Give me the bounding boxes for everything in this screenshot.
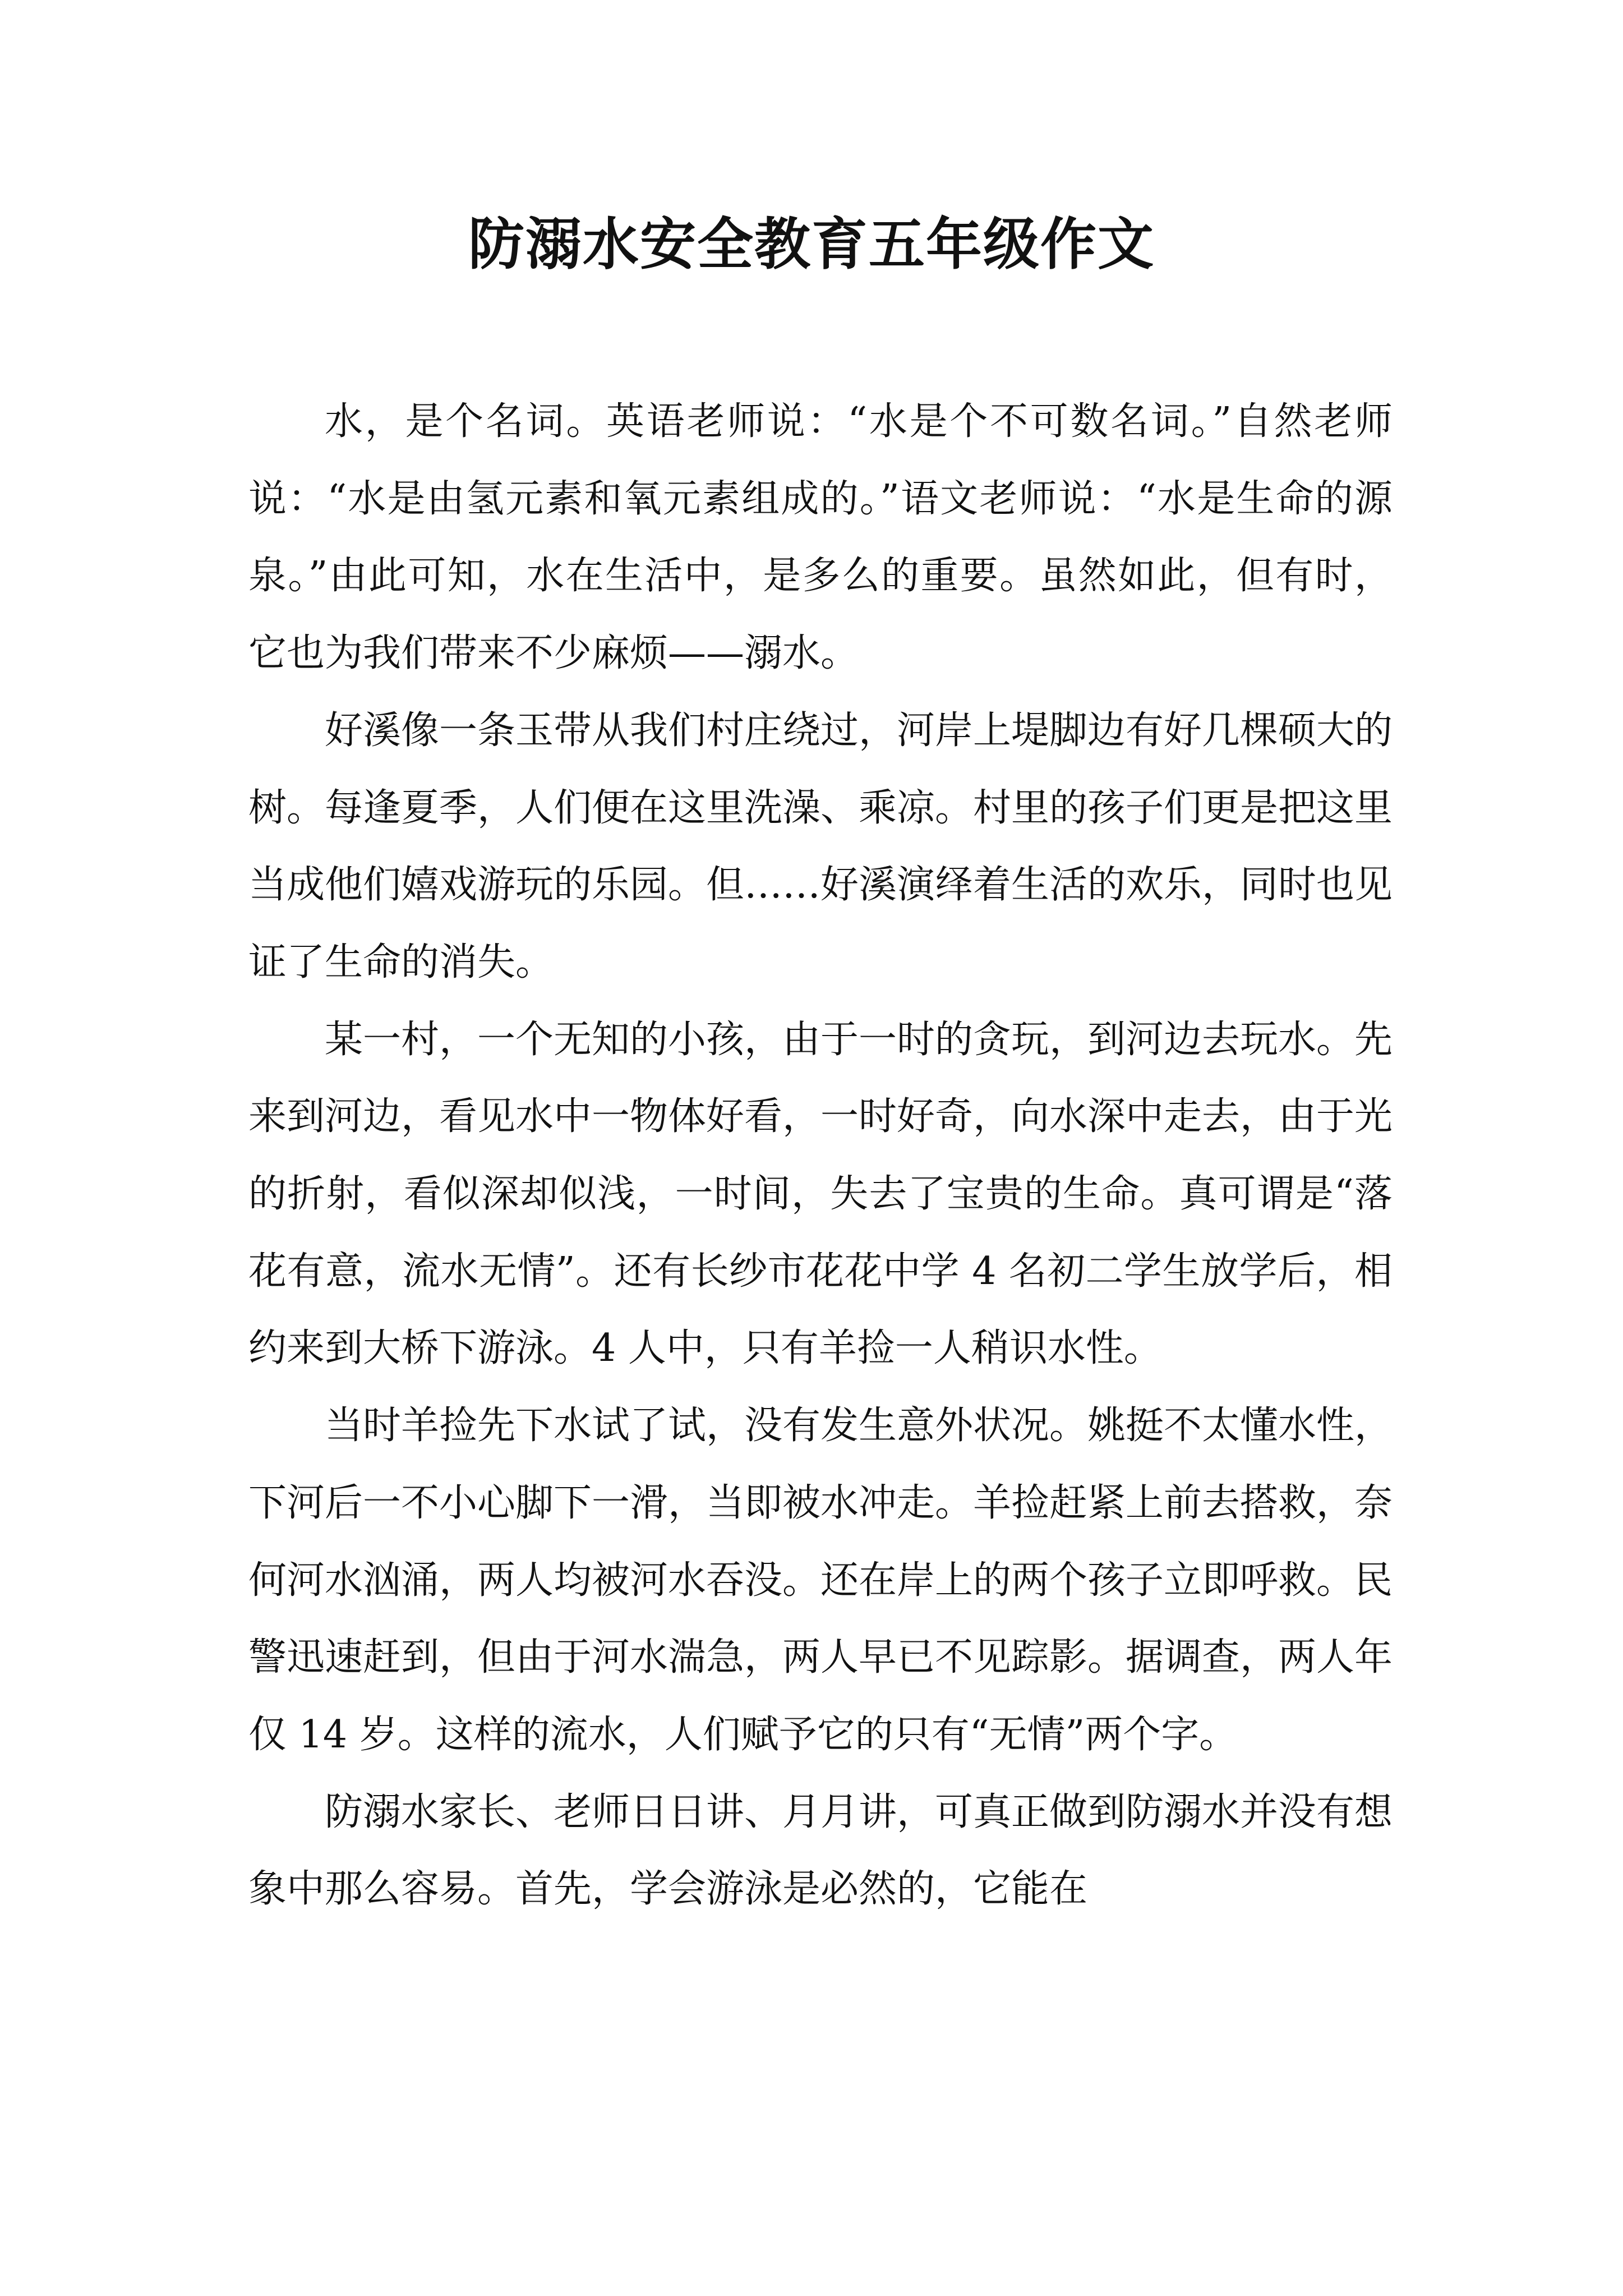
paragraph-3: 某一村，一个无知的小孩，由于一时的贪玩，到河边去玩水。先来到河边，看见水中一物体好看，一时好奇，向水深中走去，由于光的折射，看似深却似浅，一时间，失去了宝贵的生命。真可谓是“落花有意，流水无情”。还有长纱市花花中学 4 名初二学生放学后，相约来到大桥下游泳。4 人中，只有羊捡一人稍识水性。 xyxy=(248,1017,1393,1371)
document-title: 防溺水安全教育五年级作文 xyxy=(468,211,1155,277)
paragraph-2: 好溪像一条玉带从我们村庄绕过，河岸上堤脚边有好几棵硕大的树。每逢夏季，人们便在这里洗澡、乘凉。村里的孩子们更是把这里当成他们嬉戏游玩的乐园。但……好溪演绎着生活的欢乐，同时也见证了生命的消失。 xyxy=(248,708,1393,984)
document-body xyxy=(248,383,1393,1928)
paragraph-4: 当时羊捡先下水试了试，没有发生意外状况。姚挺不太懂水性，下河后一不小心脚下一滑，当即被水冲走。羊捡赶紧上前去搭救，奈何河水汹涌，两人均被河水吞没。还在岸上的两个孩子立即呼救。民警迅速赶到，但由于河水湍急，两人早已不见踪影。据调查，两人年仅 14 岁。这样的流水，人们赋予它的只有“无情”两个字。 xyxy=(248,1404,1393,1757)
paragraph-5: 防溺水家长、老师日日讲、月月讲，可真正做到防溺水并没有想象中那么容易。首先，学会游泳是必然的，它能在 xyxy=(248,1789,1393,1912)
paragraph-1: 水，是个名词。英语老师说：“水是个不可数名词。”自然老师说：“水是由氢元素和氧元素组成的。”语文老师说：“水是生命的源泉。”由此可知，水在生活中，是多么的重要。虽然如此，但有时，它也为我们带来不少麻烦——溺水。 xyxy=(248,399,1393,676)
